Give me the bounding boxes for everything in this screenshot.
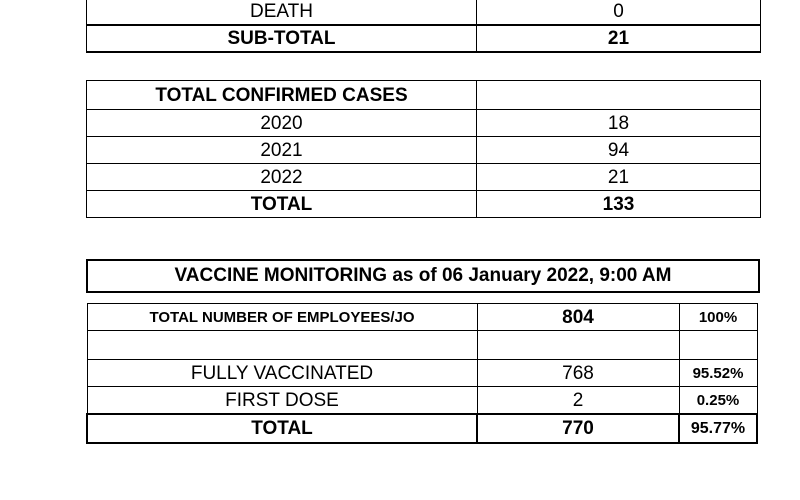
total-label: TOTAL: [87, 191, 477, 218]
fully-vaccinated-pct: 95.52%: [679, 360, 757, 387]
vaccine-monitoring-title: VACCINE MONITORING as of 06 January 2022, 9:00 AM: [86, 259, 760, 293]
employees-label: TOTAL NUMBER OF EMPLOYEES/JO: [87, 304, 477, 331]
vaccine-total-value: 770: [477, 414, 679, 443]
fully-vaccinated-value: 768: [477, 360, 679, 387]
year-label: 2021: [87, 137, 477, 164]
blank-cell: [679, 331, 757, 360]
year-label: 2022: [87, 164, 477, 191]
table-row: [87, 0, 761, 25]
vaccine-total-label: TOTAL: [87, 414, 477, 443]
first-dose-pct: 0.25%: [679, 387, 757, 415]
vaccine-total-pct: 95.77%: [679, 414, 757, 443]
first-dose-value: 2: [477, 387, 679, 415]
table-row: [87, 331, 757, 360]
table-row: [87, 110, 761, 137]
blank-cell: [87, 331, 477, 360]
table-row: [87, 387, 757, 415]
year-value: 18: [477, 110, 761, 137]
death-label: DEATH: [87, 0, 477, 25]
cases-summary-table: [86, 0, 761, 53]
fully-vaccinated-label: FULLY VACCINATED: [87, 360, 477, 387]
year-value: 94: [477, 137, 761, 164]
subtotal-label: SUB-TOTAL: [87, 25, 477, 52]
table-row: [87, 137, 761, 164]
table-row: [87, 360, 757, 387]
total-value: 133: [477, 191, 761, 218]
table-row: [87, 164, 761, 191]
death-value: 0: [477, 0, 761, 25]
table-row: [87, 191, 761, 218]
first-dose-label: FIRST DOSE: [87, 387, 477, 415]
confirmed-header: TOTAL CONFIRMED CASES: [87, 81, 477, 110]
employees-value: 804: [477, 304, 679, 331]
blank-cell: [477, 331, 679, 360]
table-header-row: [87, 81, 761, 110]
table-row: [87, 25, 761, 52]
table-row: [87, 304, 757, 331]
year-label: 2020: [87, 110, 477, 137]
year-value: 21: [477, 164, 761, 191]
employees-pct: 100%: [679, 304, 757, 331]
subtotal-value: 21: [477, 25, 761, 52]
table-row: [87, 414, 757, 443]
confirmed-header-blank: [477, 81, 761, 110]
confirmed-cases-table: [86, 80, 761, 218]
vaccine-table: [86, 303, 758, 444]
